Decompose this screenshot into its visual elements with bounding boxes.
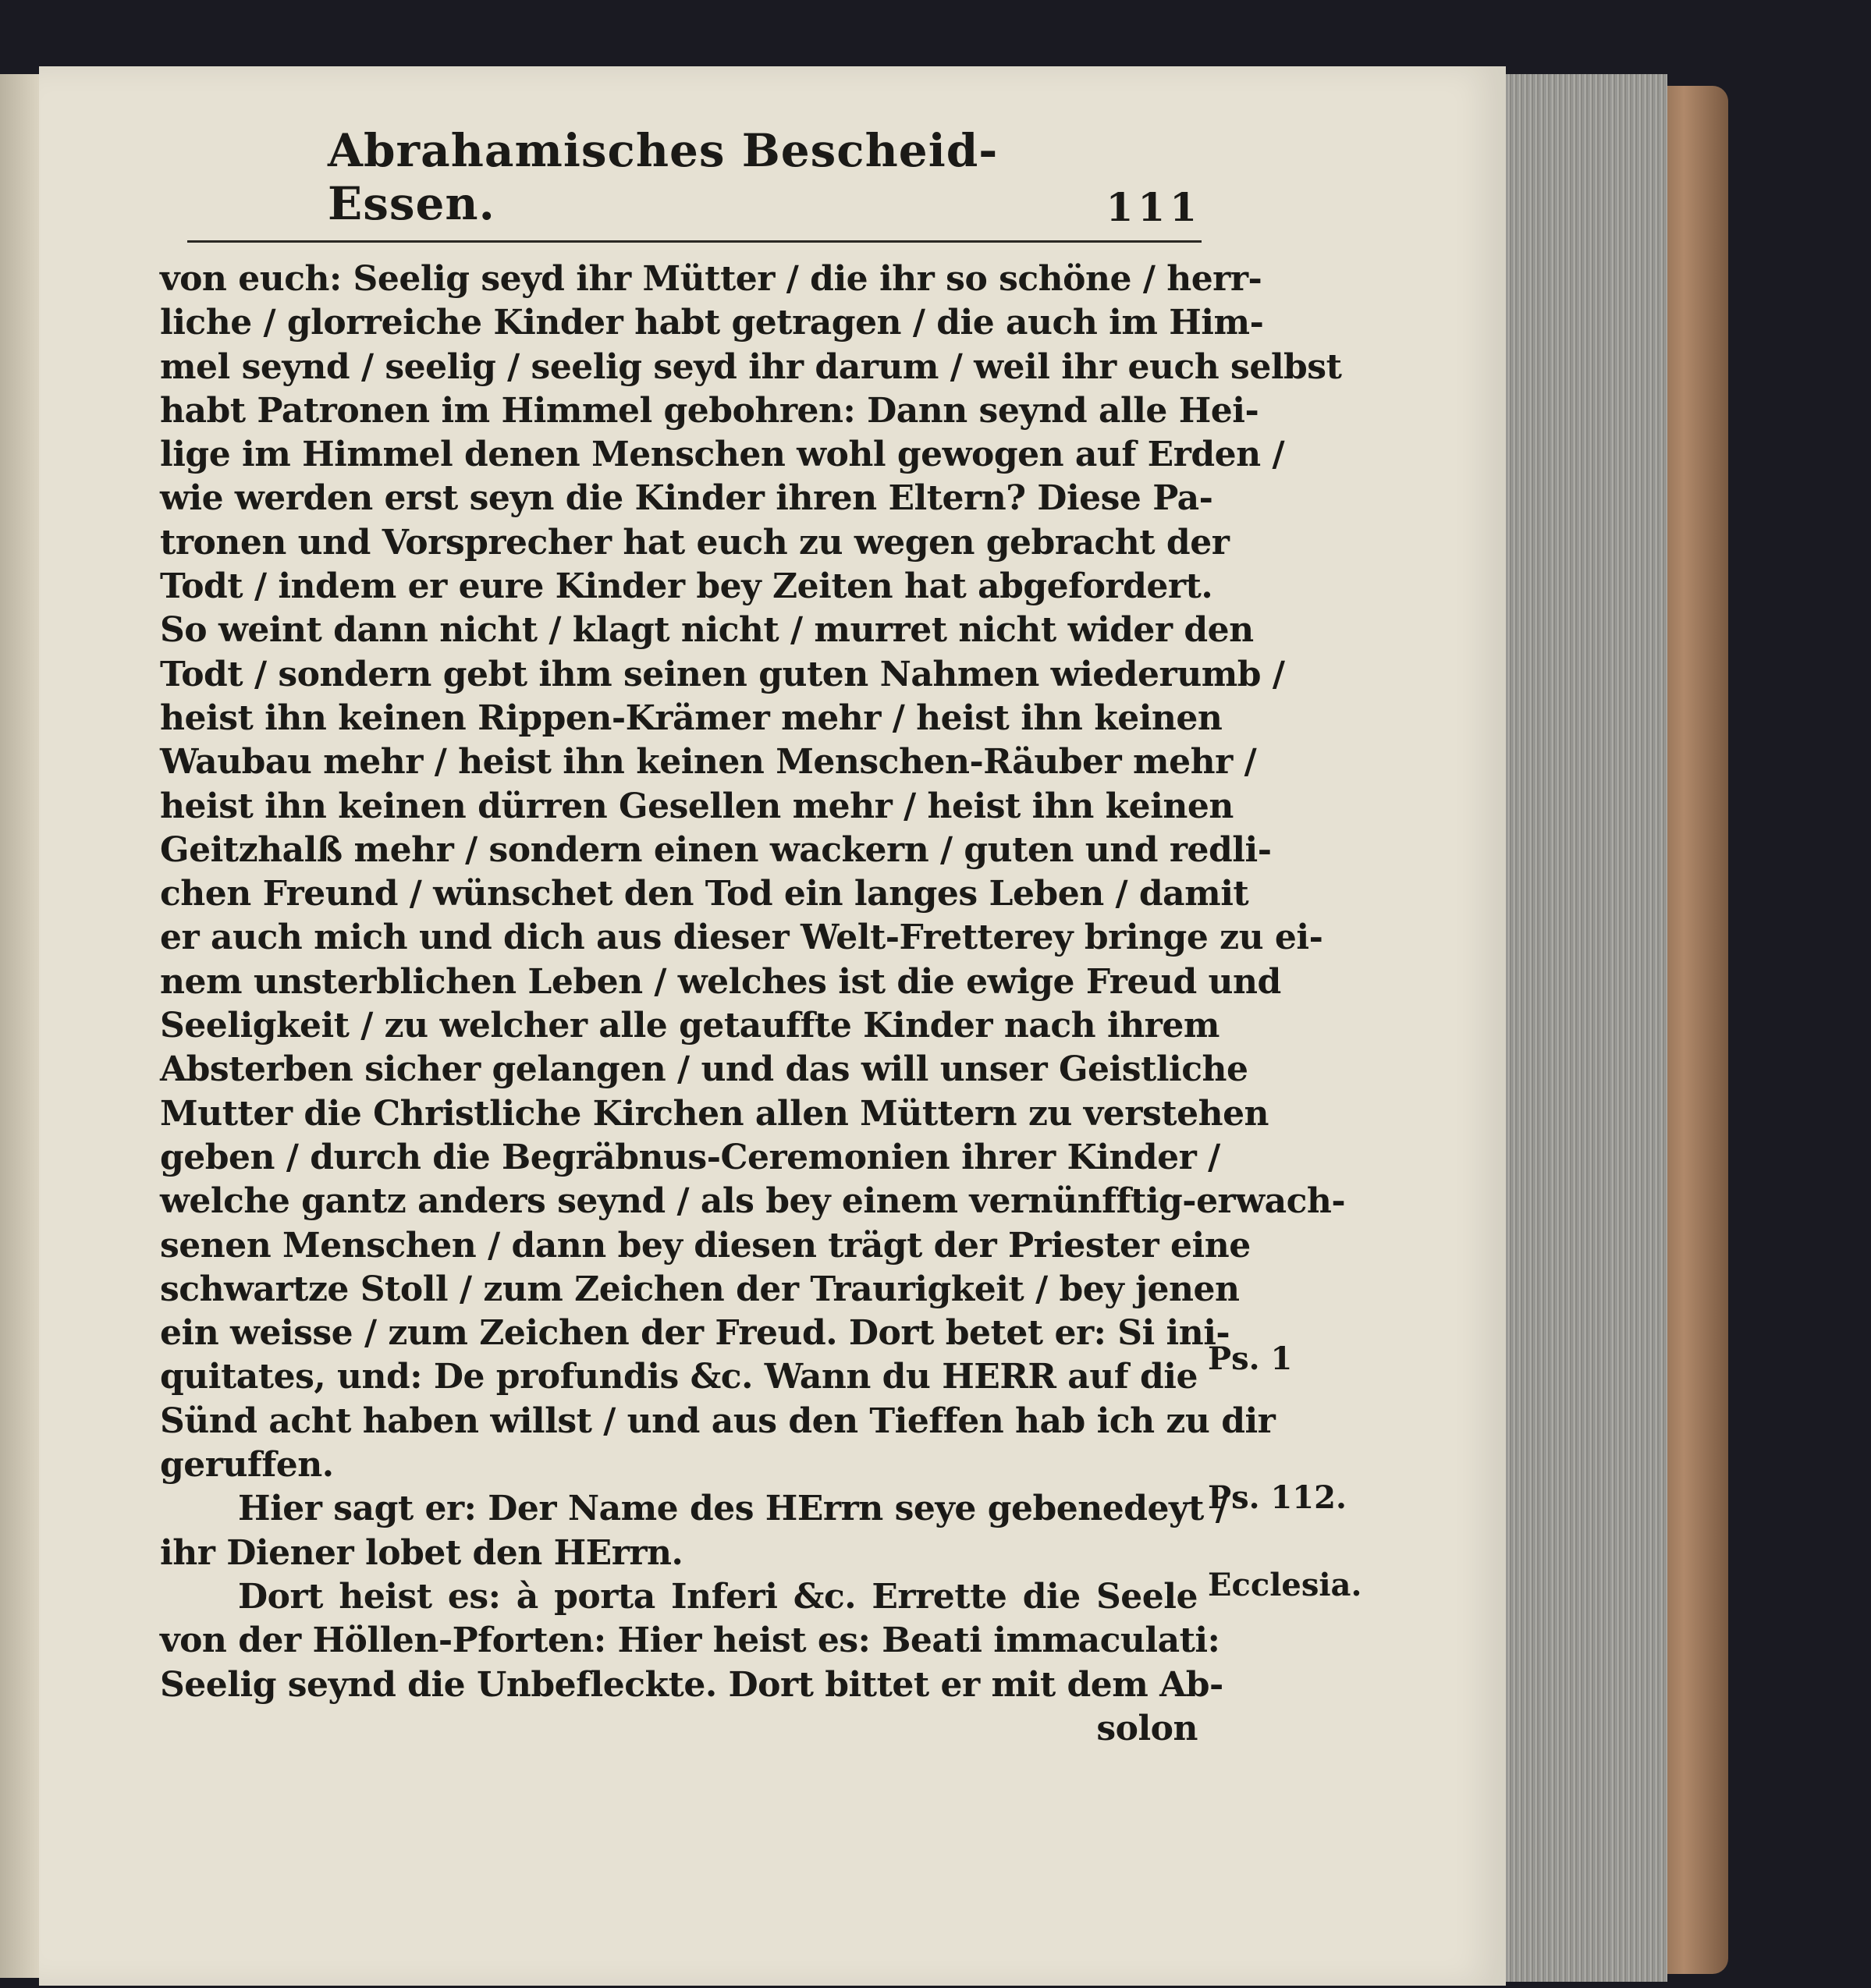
text-line: ein weisse / zum Zeichen der Freud. Dort betet er: Si ini-	[160, 1313, 1230, 1354]
text-line: Sünd acht haben willst / und aus den Tieffen hab ich zu dir	[160, 1400, 1276, 1441]
text-line: lige im Himmel denen Menschen wohl gewogen auf Erden /	[160, 435, 1285, 475]
margin-note-ps-1: Ps. 1	[1208, 1340, 1293, 1377]
margin-note-ecclesia: Ecclesia.	[1208, 1567, 1362, 1603]
margin-note-ps-112: Ps. 112.	[1208, 1479, 1347, 1516]
text-line: schwartze Stoll / zum Zeichen der Traurigkeit / bey jenen	[160, 1269, 1240, 1309]
text-line: heist ihn keinen Rippen-Krämer mehr / heist ihn keinen	[160, 698, 1223, 738]
text-line: geben / durch die Begräbnus-Ceremonien ihrer Kinder /	[160, 1137, 1220, 1177]
text-line: Dort heist es: à porta Inferi &c. Errette die Seele	[238, 1576, 1198, 1617]
text-line: habt Patronen im Himmel gebohren: Dann seynd alle Hei-	[160, 390, 1259, 431]
text-line: senen Menschen / dann bey diesen trägt der Priester eine	[160, 1225, 1251, 1266]
text-line: Geitzhalß mehr / sondern einen wackern / guten und redli-	[160, 829, 1272, 870]
running-title: Abrahamisches Bescheid-Essen.	[328, 124, 999, 230]
text-line: Seeligkeit / zu welcher alle getauffte Kinder nach ihrem	[160, 1006, 1220, 1046]
header-rule	[187, 240, 1202, 243]
text-line: chen Freund / wünschet den Tod ein langes Leben / damit	[160, 874, 1249, 914]
text-line: Mutter die Christliche Kirchen allen Müttern zu verstehen	[160, 1093, 1269, 1134]
text-line: geruffen.	[160, 1445, 334, 1486]
page-header	[328, 124, 1202, 230]
text-line: liche / glorreiche Kinder habt getragen / die auch im Him-	[160, 303, 1264, 343]
text-line: heist ihn keinen dürren Gesellen mehr / heist ihn keinen	[160, 786, 1234, 826]
text-line: So weint dann nicht / klagt nicht / murret nicht wider den	[160, 610, 1254, 651]
text-line: mel seynd / seelig / seelig seyd ihr darum / weil ihr euch selbst	[160, 346, 1342, 387]
text-line: wie werden erst seyn die Kinder ihren Eltern? Diese Pa-	[160, 478, 1213, 519]
text-line: tronen und Vorsprecher hat euch zu wegen gebracht der	[160, 522, 1230, 563]
page-number: 111	[1106, 184, 1202, 230]
text-line: von euch: Seelig seyd ihr Mütter / die ihr so schöne / herr-	[160, 259, 1262, 299]
text-line: Waubau mehr / heist ihn keinen Menschen-Räuber mehr /	[160, 742, 1257, 783]
text-line: nem unsterblichen Leben / welches ist die ewige Freud und	[160, 961, 1281, 1002]
page-block-fore-edge	[1494, 74, 1667, 1982]
text-line: Hier sagt er: Der Name des HErrn seye gebenedeyt /	[238, 1489, 1228, 1529]
text-line: er auch mich und dich aus dieser Welt-Fretterey bringe zu ei-	[160, 918, 1323, 958]
catchword: solon	[1096, 1708, 1198, 1748]
text-line: ihr Diener lobet den HErrn.	[160, 1532, 683, 1573]
text-line: welche gantz anders seynd / als bey einem vernünfftig-erwach-	[160, 1181, 1346, 1222]
facing-page-edge	[0, 74, 43, 1978]
text-line: Seelig seynd die Unbefleckte. Dort bittet er mit dem Ab-	[160, 1664, 1223, 1705]
text-line: Absterben sicher gelangen / und das will unser Geistliche	[160, 1049, 1248, 1090]
text-line: Todt / indem er eure Kinder bey Zeiten hat abgefordert.	[160, 566, 1213, 607]
text-line: von der Höllen-Pforten: Hier heist es: Beati immaculati:	[160, 1621, 1220, 1661]
text-line: quitates, und: De profundis &c. Wann du HERR auf die	[160, 1357, 1198, 1397]
text-line: Todt / sondern gebt ihm seinen guten Nahmen wiederumb /	[160, 654, 1285, 694]
